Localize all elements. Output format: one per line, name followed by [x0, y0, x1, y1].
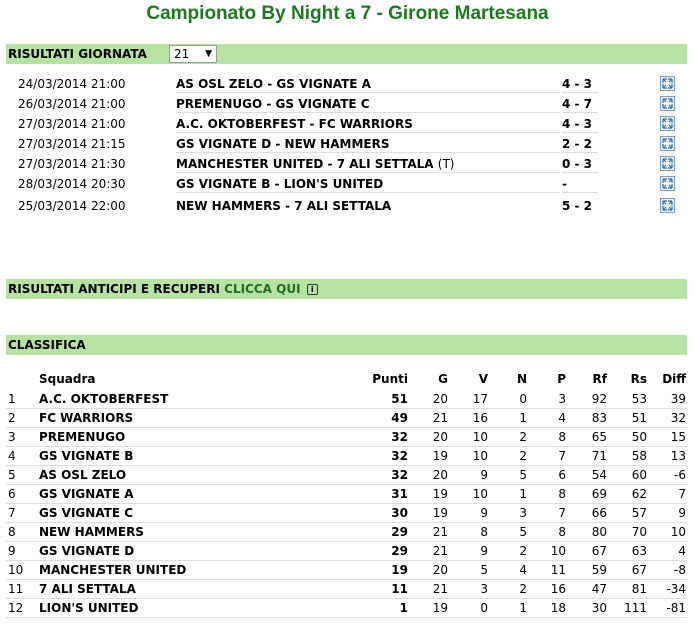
team-cell: PREMENUGO — [39, 430, 126, 444]
result-match: A.C. OKTOBERFEST - FC WARRIORS — [176, 114, 560, 133]
wins-cell: 16 — [472, 411, 488, 425]
played-cell: 21 — [432, 411, 448, 425]
diff-cell: 13 — [670, 449, 686, 463]
expand-icon[interactable] — [660, 116, 675, 131]
expand-icon[interactable] — [660, 76, 675, 91]
goals-for-cell: 47 — [591, 582, 607, 596]
info-icon[interactable]: i — [307, 284, 318, 295]
losses-cell: 4 — [558, 411, 566, 425]
diff-cell: 9 — [678, 506, 686, 520]
played-cell: 20 — [432, 392, 448, 406]
pos-cell: 1 — [8, 392, 16, 406]
pos-cell: 7 — [8, 506, 16, 520]
losses-cell: 16 — [550, 582, 566, 596]
result-datetime: 27/03/2014 21:30 — [18, 157, 126, 171]
expand-icon[interactable] — [660, 136, 675, 151]
table-row — [6, 485, 687, 504]
table-row — [6, 428, 687, 447]
pos-cell: 9 — [8, 544, 16, 558]
header-points: Punti — [372, 372, 408, 386]
pos-cell: 12 — [8, 601, 24, 615]
result-row — [16, 154, 682, 174]
team-cell: A.C. OKTOBERFEST — [39, 392, 169, 406]
losses-cell: 10 — [550, 544, 566, 558]
pos-cell: 11 — [8, 582, 24, 596]
diff-cell: -6 — [674, 468, 686, 482]
goals-for-cell: 69 — [591, 487, 607, 501]
results-section-label: RISULTATI GIORNATA — [8, 47, 147, 61]
goals-against-cell: 62 — [631, 487, 647, 501]
played-cell: 20 — [432, 430, 448, 444]
losses-cell: 18 — [550, 601, 566, 615]
wins-cell: 9 — [480, 506, 488, 520]
result-row — [16, 94, 682, 114]
wins-cell: 17 — [472, 392, 488, 406]
goals-against-cell: 81 — [631, 582, 647, 596]
diff-cell: 39 — [670, 392, 686, 406]
pos-cell: 8 — [8, 525, 16, 539]
points-cell: 32 — [391, 430, 408, 444]
draws-cell: 3 — [519, 506, 527, 520]
diff-cell: -8 — [674, 563, 686, 577]
points-cell: 29 — [391, 544, 408, 558]
result-match: AS OSL ZELO - GS VIGNATE A — [176, 74, 560, 93]
points-cell: 49 — [391, 411, 408, 425]
result-datetime: 26/03/2014 21:00 — [18, 97, 126, 111]
goals-for-cell: 92 — [591, 392, 607, 406]
points-cell: 11 — [391, 582, 408, 596]
result-match: NEW HAMMERS - 7 ALI SETTALA — [176, 199, 392, 213]
diff-cell: 10 — [670, 525, 686, 539]
table-row — [6, 466, 687, 485]
goals-for-cell: 83 — [591, 411, 607, 425]
goals-for-cell: 65 — [591, 430, 607, 444]
wins-cell: 5 — [480, 563, 488, 577]
points-cell: 1 — [399, 601, 408, 615]
played-cell: 20 — [432, 563, 448, 577]
goals-for-cell: 71 — [591, 449, 607, 463]
team-cell: MANCHESTER UNITED — [39, 563, 187, 577]
pos-cell: 10 — [8, 563, 24, 577]
goals-for-cell: 54 — [591, 468, 607, 482]
header-draws: N — [516, 372, 527, 386]
result-row — [16, 134, 682, 154]
header-goals-against: Rs — [630, 372, 647, 386]
points-cell: 31 — [391, 487, 408, 501]
goals-against-cell: 60 — [631, 468, 647, 482]
table-row — [6, 504, 687, 523]
played-cell: 21 — [432, 525, 448, 539]
clicca-qui-link[interactable]: CLICCA QUI — [224, 282, 301, 296]
round-select-value: 21 — [174, 47, 190, 61]
result-row — [16, 74, 682, 94]
result-match: GS VIGNATE B - LION'S UNITED — [176, 174, 560, 193]
diff-cell: -34 — [666, 582, 686, 596]
draws-cell: 2 — [519, 582, 527, 596]
result-datetime: 25/03/2014 22:00 — [18, 199, 126, 213]
chevron-down-icon: ▼ — [205, 49, 212, 59]
results-header-bar — [6, 44, 687, 64]
wins-cell: 0 — [480, 601, 488, 615]
team-cell: GS VIGNATE B — [39, 449, 134, 463]
result-datetime: 27/03/2014 21:00 — [18, 117, 126, 131]
losses-cell: 8 — [558, 487, 566, 501]
losses-cell: 3 — [558, 392, 566, 406]
wins-cell: 10 — [472, 430, 488, 444]
points-cell: 29 — [391, 525, 408, 539]
result-row — [16, 196, 682, 216]
played-cell: 19 — [432, 487, 448, 501]
played-cell: 19 — [432, 449, 448, 463]
table-row — [6, 599, 687, 618]
expand-icon[interactable] — [660, 96, 675, 111]
table-row — [6, 409, 687, 428]
wins-cell: 10 — [472, 449, 488, 463]
points-cell: 19 — [391, 563, 408, 577]
points-cell: 32 — [391, 468, 408, 482]
goals-for-cell: 66 — [591, 506, 607, 520]
draws-cell: 5 — [519, 468, 527, 482]
result-row — [16, 114, 682, 134]
pos-cell: 6 — [8, 487, 16, 501]
diff-cell: 15 — [670, 430, 686, 444]
result-score: 4 - 3 — [562, 74, 598, 93]
result-score: 5 - 2 — [562, 199, 593, 213]
played-cell: 20 — [432, 468, 448, 482]
wins-cell: 10 — [472, 487, 488, 501]
losses-cell: 7 — [558, 449, 566, 463]
losses-cell: 8 — [558, 430, 566, 444]
result-score: 0 - 3 — [562, 154, 598, 173]
diff-cell: 32 — [670, 411, 686, 425]
goals-against-cell: 63 — [631, 544, 647, 558]
draws-cell: 1 — [519, 601, 527, 615]
goals-against-cell: 53 — [631, 392, 647, 406]
header-diff: Diff — [662, 372, 686, 386]
result-match: PREMENUGO - GS VIGNATE C — [176, 94, 560, 113]
table-row — [6, 390, 687, 409]
expand-icon[interactable] — [660, 176, 675, 191]
result-score: 4 - 7 — [562, 94, 598, 113]
played-cell: 21 — [432, 582, 448, 596]
result-match: MANCHESTER UNITED - 7 ALI SETTALA (T) — [176, 154, 560, 173]
wins-cell: 9 — [480, 544, 488, 558]
goals-against-cell: 67 — [631, 563, 647, 577]
goals-against-cell: 111 — [624, 601, 647, 615]
anticipi-bar — [6, 279, 687, 299]
result-score: - — [562, 174, 598, 193]
header-played: G — [438, 372, 448, 386]
played-cell: 19 — [432, 506, 448, 520]
played-cell: 19 — [432, 601, 448, 615]
wins-cell: 3 — [480, 582, 488, 596]
page-title: Campionato By Night a 7 - Girone Martesana — [146, 3, 549, 24]
header-losses: P — [557, 372, 566, 386]
result-tag: (T) — [437, 157, 455, 171]
wins-cell: 9 — [480, 468, 488, 482]
goals-against-cell: 50 — [631, 430, 647, 444]
team-cell: GS VIGNATE C — [39, 506, 134, 520]
points-cell: 30 — [391, 506, 408, 520]
header-team: Squadra — [39, 372, 96, 386]
table-row — [6, 447, 687, 466]
pos-cell: 2 — [8, 411, 16, 425]
pos-cell: 3 — [8, 430, 16, 444]
result-score: 4 - 3 — [562, 114, 598, 133]
result-row — [16, 174, 682, 194]
draws-cell: 4 — [519, 563, 527, 577]
header-wins: V — [478, 372, 488, 386]
classifica-label: CLASSIFICA — [8, 338, 86, 352]
expand-icon[interactable] — [660, 198, 675, 213]
diff-cell: 7 — [678, 487, 686, 501]
losses-cell: 11 — [550, 563, 566, 577]
round-select[interactable] — [169, 45, 217, 63]
pos-cell: 5 — [8, 468, 16, 482]
draws-cell: 2 — [519, 544, 527, 558]
team-cell: AS OSL ZELO — [39, 468, 127, 482]
diff-cell: 4 — [678, 544, 686, 558]
goals-for-cell: 67 — [591, 544, 607, 558]
table-row — [6, 580, 687, 599]
result-datetime: 24/03/2014 21:00 — [18, 77, 126, 91]
points-cell: 51 — [391, 392, 408, 406]
team-cell: GS VIGNATE D — [39, 544, 135, 558]
table-row — [6, 542, 687, 561]
result-match: GS VIGNATE D - NEW HAMMERS — [176, 134, 560, 153]
goals-against-cell: 58 — [631, 449, 647, 463]
team-cell: FC WARRIORS — [39, 411, 134, 425]
team-cell: NEW HAMMERS — [39, 525, 144, 539]
goals-for-cell: 30 — [591, 601, 607, 615]
table-row — [6, 523, 687, 542]
losses-cell: 6 — [558, 468, 566, 482]
team-cell: GS VIGNATE A — [39, 487, 134, 501]
diff-cell: -81 — [666, 601, 686, 615]
points-cell: 32 — [391, 449, 408, 463]
losses-cell: 7 — [558, 506, 566, 520]
header-goals-for: Rf — [592, 372, 607, 386]
expand-icon[interactable] — [660, 156, 675, 171]
table-row — [6, 561, 687, 580]
result-datetime: 28/03/2014 20:30 — [18, 177, 126, 191]
goals-against-cell: 57 — [631, 506, 647, 520]
draws-cell: 2 — [519, 430, 527, 444]
pos-cell: 4 — [8, 449, 16, 463]
wins-cell: 8 — [480, 525, 488, 539]
draws-cell: 0 — [519, 392, 527, 406]
goals-for-cell: 80 — [591, 525, 607, 539]
draws-cell: 5 — [519, 525, 527, 539]
played-cell: 21 — [432, 544, 448, 558]
result-datetime: 27/03/2014 21:15 — [18, 137, 126, 151]
result-score: 2 - 2 — [562, 134, 598, 153]
draws-cell: 1 — [519, 411, 527, 425]
goals-against-cell: 70 — [631, 525, 647, 539]
anticipi-label: RISULTATI ANTICIPI E RECUPERI — [8, 282, 220, 296]
draws-cell: 1 — [519, 487, 527, 501]
classifica-bar — [6, 335, 687, 355]
draws-cell: 2 — [519, 449, 527, 463]
team-cell: LION'S UNITED — [39, 601, 139, 615]
losses-cell: 8 — [558, 525, 566, 539]
team-cell: 7 ALI SETTALA — [39, 582, 136, 596]
goals-for-cell: 59 — [591, 563, 607, 577]
goals-against-cell: 51 — [631, 411, 647, 425]
standings-header-row — [6, 370, 687, 389]
